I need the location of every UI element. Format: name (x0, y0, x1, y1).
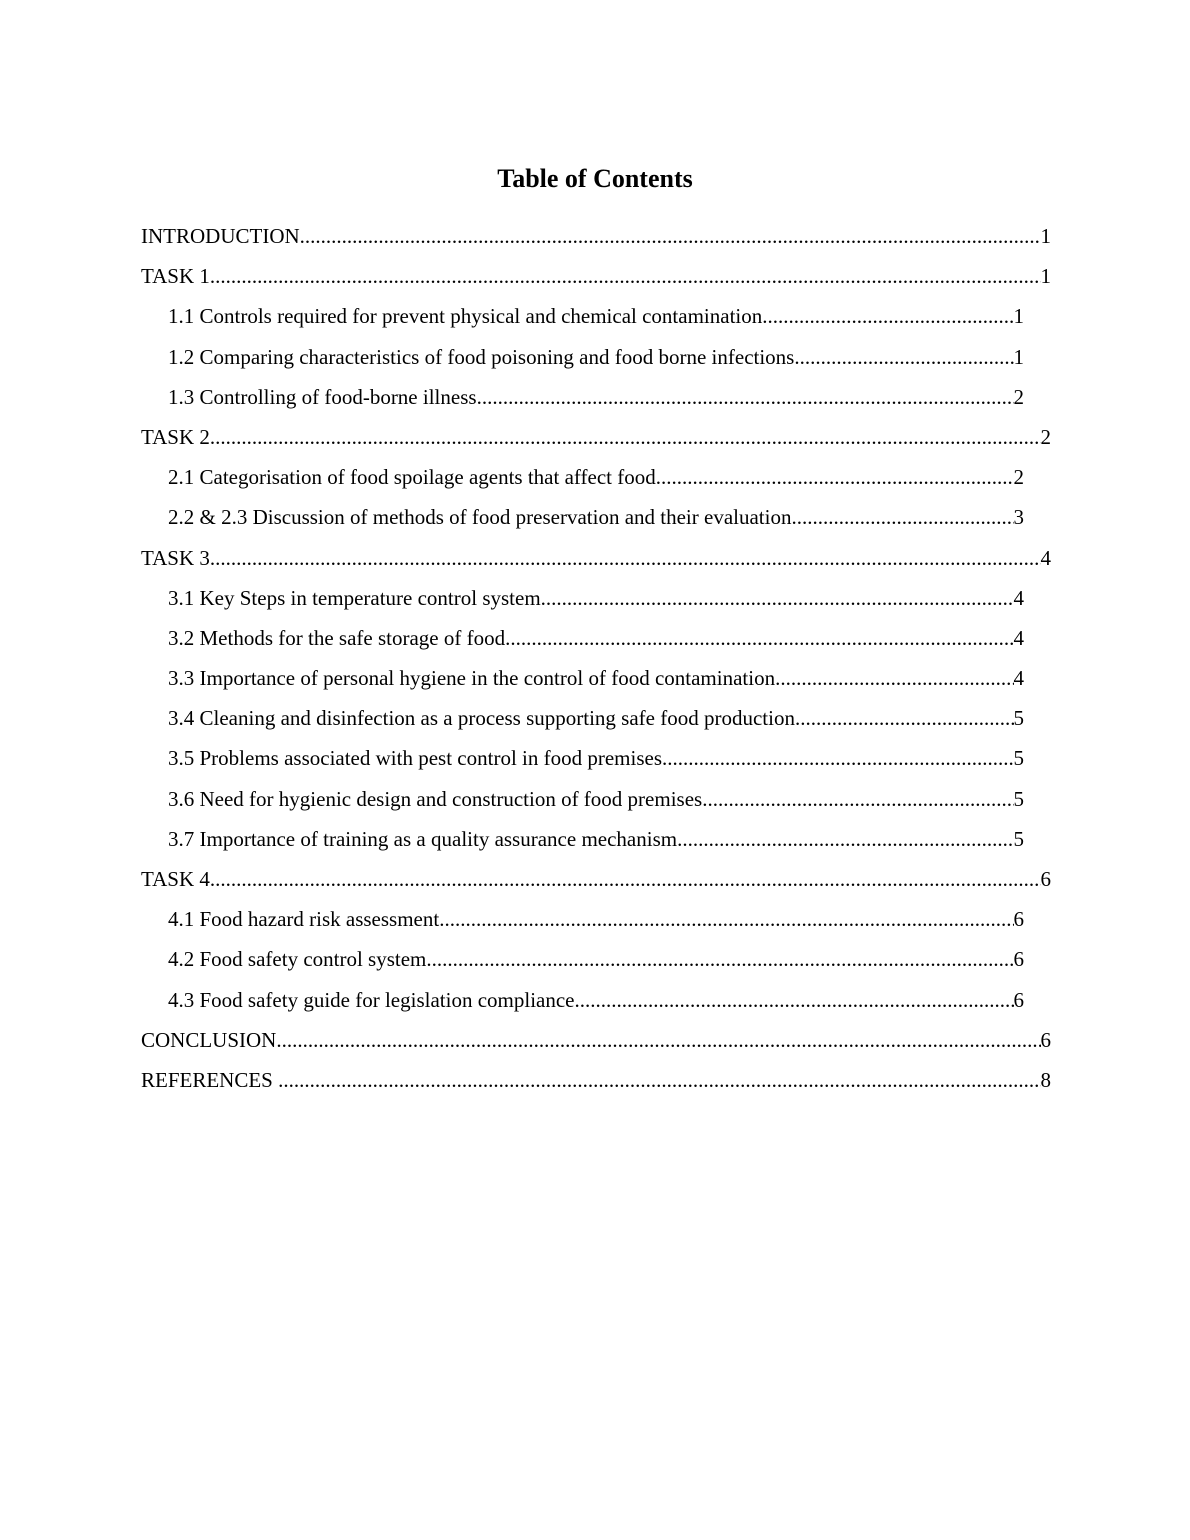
toc-entry-label: INTRODUCTION (141, 224, 300, 248)
toc-entry-page-number: 4 (1013, 666, 1024, 691)
dot-leader (210, 420, 1041, 454)
toc-entry-label: 3.3 Importance of personal hygiene in the control of food contamination (168, 666, 776, 691)
toc-entry-label: TASK 3 (141, 545, 210, 570)
toc-entry-3-6[interactable] (141, 782, 1024, 822)
toc-entry-4-3[interactable] (141, 983, 1024, 1023)
toc-entry-label: 1.2 Comparing characteristics of food poisoning and food borne infections (168, 344, 795, 369)
dot-leader (791, 500, 1013, 534)
toc-entry-page-number: 5 (1013, 706, 1024, 731)
toc-entry-label: TASK 1 (141, 264, 210, 289)
toc-entry-page-number: 1 (1040, 224, 1051, 248)
toc-entry-page-number: 4 (1013, 625, 1024, 650)
toc-entry-introduction[interactable] (141, 219, 1051, 259)
toc-entry-page-number: 5 (1013, 786, 1024, 811)
toc-entry-label: 4.3 Food safety guide for legislation compliance (168, 987, 575, 1012)
toc-entry-task-2[interactable] (141, 420, 1051, 460)
toc-entry-4-2[interactable] (141, 942, 1024, 982)
toc-entry-3-3[interactable] (141, 661, 1024, 701)
toc-entry-page-number: 6 (1013, 947, 1024, 972)
toc-entry-label: 3.4 Cleaning and disinfection as a process supporting safe food production (168, 706, 795, 731)
toc-entry-1-3[interactable] (141, 380, 1024, 420)
dot-leader (426, 942, 1013, 976)
toc-entry-page-number: 5 (1013, 746, 1024, 771)
dot-leader (439, 902, 1013, 936)
toc-entry-2-1[interactable] (141, 460, 1024, 500)
toc-entry-page-number: 4 (1040, 545, 1051, 570)
toc-entry-3-1[interactable] (141, 581, 1024, 621)
toc-entry-conclusion[interactable] (141, 1023, 1051, 1063)
toc-entry-label: 3.7 Importance of training as a quality assurance mechanism (168, 826, 678, 851)
toc-entry-label: 3.5 Problems associated with pest control in food premises (168, 746, 663, 771)
toc-entry-page-number: 2 (1013, 384, 1024, 409)
dot-leader (677, 822, 1013, 856)
toc-entry-label: 3.2 Methods for the safe storage of food (168, 625, 506, 650)
toc-entry-label: 2.2 & 2.3 Discussion of methods of food preservation and their evaluation (168, 505, 792, 530)
dot-leader (300, 219, 1041, 253)
dot-leader (794, 340, 1013, 374)
dot-leader (662, 741, 1013, 775)
dot-leader (762, 299, 1013, 333)
toc-entry-label: 1.1 Controls required for prevent physical and chemical contamination (168, 304, 763, 329)
toc-entry-task-3[interactable] (141, 541, 1051, 581)
toc-entry-page-number: 1 (1013, 344, 1024, 369)
toc-entry-page-number: 8 (1040, 1067, 1051, 1092)
dot-leader (575, 983, 1014, 1017)
toc-entry-label: TASK 4 (141, 867, 210, 891)
dot-leader (505, 621, 1013, 655)
dot-leader (702, 782, 1013, 816)
dot-leader (477, 380, 1014, 414)
dot-leader (276, 1023, 1040, 1057)
dot-leader (775, 661, 1013, 695)
toc-entry-4-1[interactable] (141, 902, 1024, 942)
page-title: Table of Contents (497, 164, 693, 193)
toc-entry-page-number: 2 (1040, 424, 1051, 449)
toc-entry-label: CONCLUSION (141, 1027, 277, 1052)
dot-leader (541, 581, 1014, 615)
toc-entry-1-2[interactable] (141, 340, 1024, 380)
toc-entry-page-number: 4 (1013, 585, 1024, 610)
toc-entry-page-number: 3 (1013, 505, 1024, 530)
toc-entry-label: REFERENCES (141, 1067, 279, 1092)
dot-leader (210, 259, 1041, 293)
dot-leader (795, 701, 1014, 735)
toc-entry-page-number: 6 (1040, 867, 1051, 891)
toc-entry-1-1[interactable] (141, 299, 1024, 339)
dot-leader (278, 1063, 1040, 1097)
dot-leader (210, 541, 1041, 575)
toc-entry-3-7[interactable] (141, 822, 1024, 862)
toc-entry-3-5[interactable] (141, 741, 1024, 781)
dot-leader (656, 460, 1014, 494)
toc-entry-page-number: 1 (1013, 304, 1024, 329)
toc-entry-label: 3.6 Need for hygienic design and construction of food premises (168, 786, 703, 811)
toc-entry-label: 3.1 Key Steps in temperature control system (168, 585, 541, 610)
toc-entry-page-number: 6 (1040, 1027, 1051, 1052)
toc-entry-page-number: 5 (1013, 826, 1024, 851)
toc-entry-2-2-2-3[interactable] (141, 500, 1024, 540)
dot-leader (210, 862, 1041, 896)
toc-entry-task-1[interactable] (141, 259, 1051, 299)
toc-list (141, 219, 1051, 1103)
toc-entry-label: 4.1 Food hazard risk assessment (168, 907, 440, 932)
toc-entry-label: 1.3 Controlling of food-borne illness (168, 384, 477, 409)
toc-entry-page-number: 2 (1013, 465, 1024, 490)
toc-entry-page-number: 6 (1013, 987, 1024, 1012)
toc-entry-label: 4.2 Food safety control system (168, 947, 427, 972)
toc-entry-3-2[interactable] (141, 621, 1024, 661)
toc-entry-label: 2.1 Categorisation of food spoilage agents that affect food (168, 465, 656, 490)
toc-entry-page-number: 6 (1013, 907, 1024, 932)
toc-entry-3-4[interactable] (141, 701, 1024, 741)
toc-entry-task-4[interactable] (141, 862, 1051, 902)
toc-entry-page-number: 1 (1040, 264, 1051, 289)
toc-entry-label: TASK 2 (141, 424, 210, 449)
toc-entry-references[interactable] (141, 1063, 1051, 1103)
